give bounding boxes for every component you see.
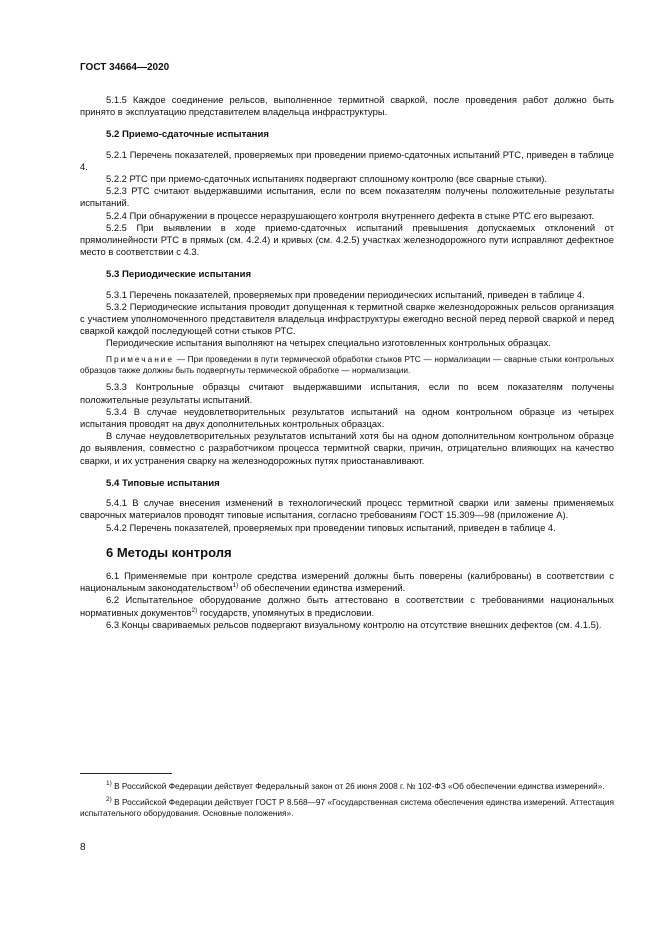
footnote-1-text: В Российской Федерации действует Федеральный закон от 26 июня 2008 г. № 102-ФЗ «Об обеспечении единства измерений».	[111, 781, 605, 791]
clause-6-1-text-end: об обеспечении единства измерений.	[238, 582, 406, 594]
clause-6-2-text: 6.2 Испытательное оборудование должно быть аттестовано в соответствии с требованиями национальных нормативных документов	[80, 594, 614, 618]
clause-5-3-3: 5.3.3 Контрольные образцы считают выдержавшими испытания, если по всем показателям получены положительные результаты испытаний.	[80, 381, 614, 405]
clause-5-1-5: 5.1.5 Каждое соединение рельсов, выполненное термитной сваркой, после проведения работ должно быть принято в эксплуатацию представителем владельца инфраструктуры.	[80, 94, 614, 118]
footnote-ref-2: 2)	[191, 606, 198, 614]
clause-5-2-4: 5.2.4 При обнаружении в процессе неразрушающего контроля внутреннего дефекта в стыке РТС его вырезают.	[106, 209, 594, 221]
footnote-separator	[80, 773, 172, 774]
footnote-2-mark: 2)	[106, 795, 112, 803]
clause-5-4-1: 5.4.1 В случае внесения изменений в технологический процесс термитной сварки или замены применяемых сварочных материалов проводят типовые испытания, согласно требованиям ГОСТ 15.309—98 (приложение А).	[80, 497, 614, 521]
footnote-1	[80, 781, 614, 793]
clause-5-4-2: 5.4.2 Перечень показателей, проверяемых при проведении типовых испытаний, приведен в таблице 4.	[106, 521, 556, 533]
note-label: Примечание	[106, 353, 175, 364]
clause-6-2-text-end: государств, упомянутых в предисловии.	[197, 606, 375, 618]
main-text	[80, 94, 614, 631]
section-6-heading: 6 Методы контроля	[106, 544, 232, 560]
clause-5-3-2-cont: Периодические испытания выполняют на четырех специально изготовленных контрольных образцах.	[106, 337, 551, 349]
clause-5-2-5: 5.2.5 При выявлении в ходе приемо-сдаточных испытаний превышения допускаемых отклонений от прямолинейности РТС в прямых (см. 4.2.4) и кривых (см. 4.2.5) участках железнодорожного пути исправляют дефектное место в соответствии с 4.3.	[80, 221, 614, 258]
clause-5-3-4: 5.3.4 В случае неудовлетворительных результатов испытаний на одном контрольном образце из четырех испытания проводят на двух дополнительных контрольных образцах.	[80, 405, 614, 430]
note-paragraph	[80, 354, 614, 377]
document-code-header: ГОСТ 34664—2020	[80, 62, 170, 73]
clause-5-3-2: 5.3.2 Периодические испытания проводит допущенная к термитной сварке железнодорожных рельсов организация с участием уполномоченного представителя владельца инфраструктуры ежегодно весной перед первой сваркой и перед сваркой каждой последующей сотни стыков РТС.	[80, 300, 614, 337]
footnote-2-text: В Российской Федерации действует ГОСТ Р 8.568—97 «Государственная система обеспечения единства измерений. Аттестация испытательного оборудования. Основные положения».	[80, 796, 614, 819]
footnote-1-mark: 1)	[106, 780, 112, 788]
clause-6-1	[80, 570, 614, 594]
section-5-3-heading: 5.3 Периодические испытания	[106, 269, 252, 281]
footnotes	[80, 781, 614, 824]
clause-5-2-2: 5.2.2 РТС при приемо-сдаточных испытаниях подвергают сплошному контролю (все сварные стыки).	[106, 173, 547, 185]
clause-5-2-3: 5.2.3 РТС считают выдержавшими испытания, если по всем показателям получены положительные результаты испытаний.	[80, 185, 614, 209]
note-text: — При проведении в пути термической обработки стыков РТС — нормализации — сварные стыки контрольных образцов также должны быть подвергнуты термической обработке — нормализации.	[80, 353, 614, 376]
clause-6-1-text: 6.1 Применяемые при контроле средства измерений должны быть поверены (калиброваны) в соответствии с национальным законодательством	[80, 569, 614, 594]
clause-5-3-1: 5.3.1 Перечень показателей, проверяемых при проведении периодических испытаний, приведен в таблице 4.	[106, 288, 585, 300]
clause-5-2-1: 5.2.1 Перечень показателей, проверяемых при проведении приемо-сдаточных испытаний РТС, приведен в таблице 4.	[80, 148, 614, 172]
clause-5-3-4-cont: В случае неудовлетворительных результатов испытаний хотя бы на одном дополнительном контрольном образце до выявления, совместно с разработчиком процесса термитной сварки, причин, отрицательно влияющих на качество сварки, и их устранения сварку на железнодорожных путях приостанавливают.	[80, 430, 614, 466]
footnote-ref-1: 1)	[232, 581, 239, 589]
page-number: 8	[80, 842, 86, 853]
section-5-4-heading: 5.4 Типовые испытания	[106, 477, 220, 489]
clause-6-2	[80, 594, 614, 618]
clause-6-3: 6.3 Концы свариваемых рельсов подвергают визуальному контролю на отсутствие внешних дефектов (см. 4.1.5).	[106, 618, 602, 630]
footnote-2	[80, 797, 614, 820]
section-5-2-heading: 5.2 Приемо-сдаточные испытания	[106, 129, 269, 141]
